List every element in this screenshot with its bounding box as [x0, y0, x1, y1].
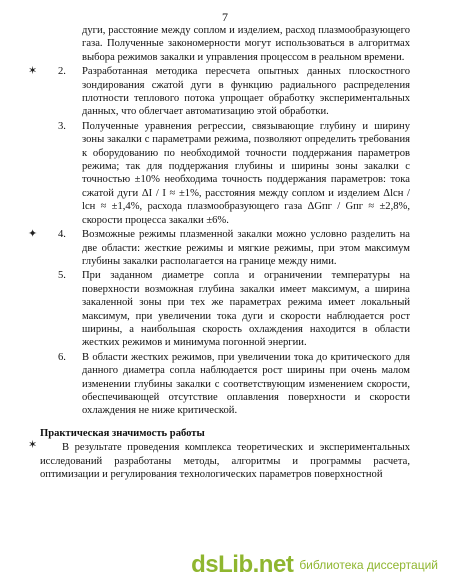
list-item-number: 3.: [58, 120, 66, 132]
list-item-5: [40, 269, 410, 349]
margin-mark-icon: ✶: [28, 65, 38, 78]
page-content: [28, 24, 410, 481]
list-item-3: [40, 120, 410, 227]
watermark: [191, 551, 438, 578]
list-item-2: [28, 65, 410, 119]
list-item-text: Возможные режимы плазменной закалки можно условно разделить на две области: жесткие режимы и мягкие режимы, при этом максимум глубины закалки располагается на границе между ними.: [82, 229, 410, 267]
list-item-number: 2.: [58, 66, 66, 78]
intro-paragraph: дуги, расстояние между соплом и изделием, расход плазмообразующего газа. Полученные закономерности могут использоваться в алгоритмах выбора режимов закалки и управления процессом в реальном времени.: [82, 25, 410, 63]
section-heading: Практическая значимость работы: [40, 427, 205, 439]
watermark-tagline: библиотека диссертаций: [299, 558, 438, 572]
margin-mark-icon: ✶: [28, 439, 38, 452]
page-number: 7: [222, 10, 228, 24]
list-item-number: 6.: [58, 351, 66, 363]
list-item-text: Разработанная методика пересчета опытных данных плоскостного зондирования сжатой дуги в функцию радиального распределения плотности теплового потока упрощает обработку экспериментальных данных, что облегчает автоматизацию этой обработки.: [82, 66, 410, 118]
list-item-number: 4.: [58, 229, 66, 241]
list-item-text: Полученные уравнения регрессии, связывающие глубину и ширину зоны закалки с параметрами режима, позволяют определить требования к оборудованию по необходимой точности поддержания параметров режима; так для поддержания глубины и ширины зоны закалки с точностью ±10% необходима точность поддержания параметров: тока сжатой дуги ΔI / I ≈ ±1%, расстояния между соплом и изделием Δlсн / lсн ≈ ±1,4%, расхода плазмообразующего газа ΔGпг / Gпг ≈ ±2,8%, скорости процесса закалки ±6%.: [82, 120, 410, 226]
list-item-number: 5.: [58, 270, 66, 282]
margin-mark-icon: ✦: [28, 228, 38, 241]
list-item-4: [28, 228, 410, 268]
watermark-logo: dsLib.net: [191, 551, 294, 578]
section-paragraph: В результате проведения комплекса теоретических и экспериментальных исследований разработаны методы, алгоритмы и программы расчета, оптимизации и регулирования технологических параметров поверхностной: [40, 442, 410, 480]
list-item-6: [40, 351, 410, 418]
list-item-text: При заданном диаметре сопла и ограничении температуры на поверхности возможная глубина закалки имеет максимум, а ширина закаленной зоны при тех же параметрах режима имеет локальный максимум, при увеличении тока дуги и скорости наблюдается рост ширины, а наибольшая скорость охлаждения находится в области жестких режимов и минимума погонной энергии.: [82, 270, 410, 349]
list-item-text: В области жестких режимов, при увеличении тока до критического для данного диаметра сопла наблюдается рост ширины при очень малом изменении глубины закалки с соответствующим изменением скорости, обеспечивающей отсутствие оплавления поверхности и скорости охлаждения не ниже критической.: [82, 351, 410, 417]
section-paragraph-wrap: [28, 439, 410, 481]
